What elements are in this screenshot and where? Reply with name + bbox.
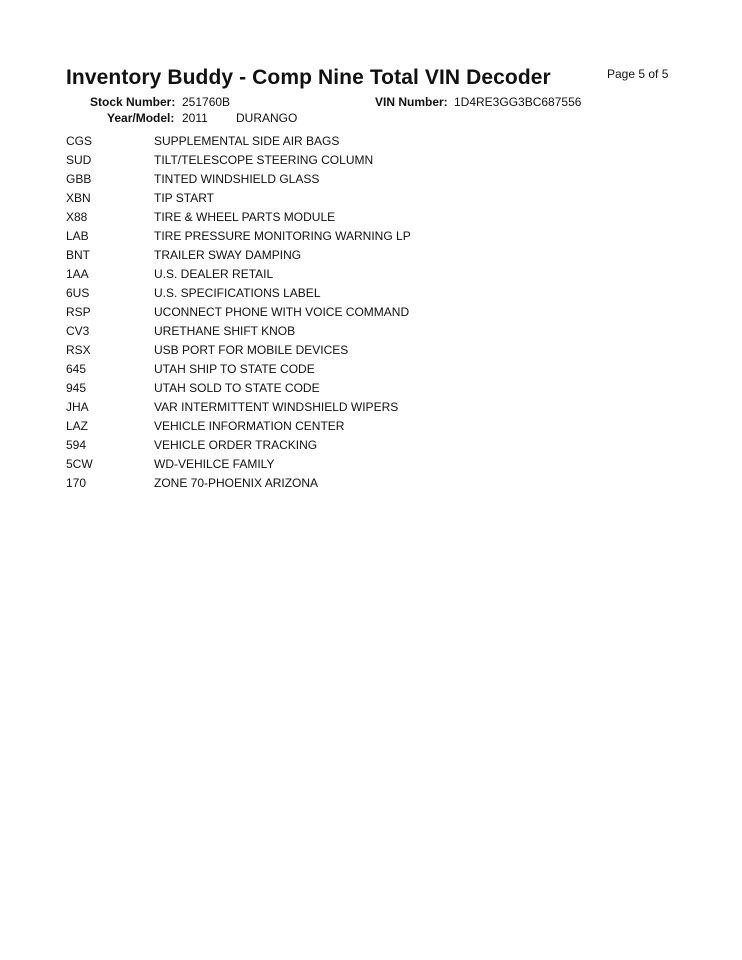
option-code: BNT: [66, 248, 90, 262]
option-code: JHA: [66, 400, 89, 414]
option-code: RSP: [66, 305, 91, 319]
option-description: VEHICLE INFORMATION CENTER: [154, 419, 345, 433]
option-code: 594: [66, 438, 87, 452]
option-code: XBN: [66, 191, 91, 205]
year-model-label: Year/Model:: [107, 111, 175, 125]
option-description: TIRE PRESSURE MONITORING WARNING LP: [154, 229, 411, 243]
option-code: 170: [66, 476, 87, 490]
option-code: CGS: [66, 134, 93, 148]
option-description: USB PORT FOR MOBILE DEVICES: [154, 343, 349, 357]
option-description: TIP START: [154, 191, 215, 205]
option-code: 645: [66, 362, 87, 376]
option-description: SUPPLEMENTAL SIDE AIR BAGS: [154, 134, 340, 148]
option-description: TRAILER SWAY DAMPING: [154, 248, 302, 262]
year-value: 2011: [182, 111, 208, 125]
vin-label: VIN Number:: [375, 95, 448, 109]
option-description: UTAH SHIP TO STATE CODE: [154, 362, 315, 376]
option-description: VEHICLE ORDER TRACKING: [154, 438, 318, 452]
option-code: 6US: [66, 286, 90, 300]
option-description: URETHANE SHIFT KNOB: [154, 324, 296, 338]
option-code: 1AA: [66, 267, 89, 281]
option-description: UTAH SOLD TO STATE CODE: [154, 381, 320, 395]
option-description: VAR INTERMITTENT WINDSHIELD WIPERS: [154, 400, 399, 414]
option-description: U.S. DEALER RETAIL: [154, 267, 274, 281]
page-number: Page 5 of 5: [607, 67, 669, 81]
vin-value: 1D4RE3GG3BC687556: [454, 95, 582, 109]
option-code: X88: [66, 210, 88, 224]
option-description: WD-VEHILCE FAMILY: [154, 457, 275, 471]
option-description: ZONE 70-PHOENIX ARIZONA: [154, 476, 319, 490]
option-code: GBB: [66, 172, 92, 186]
option-code: LAB: [66, 229, 89, 243]
option-code: 5CW: [66, 457, 93, 471]
stock-number-label: Stock Number:: [90, 95, 176, 109]
option-description: UCONNECT PHONE WITH VOICE COMMAND: [154, 305, 410, 319]
option-code: RSX: [66, 343, 91, 357]
option-description: TIRE & WHEEL PARTS MODULE: [154, 210, 336, 224]
page-title: Inventory Buddy - Comp Nine Total VIN Decoder: [66, 66, 551, 89]
option-description: TINTED WINDSHIELD GLASS: [154, 172, 320, 186]
option-code: SUD: [66, 153, 92, 167]
stock-number-value: 251760B: [182, 95, 231, 109]
option-code: CV3: [66, 324, 90, 338]
option-description: TILT/TELESCOPE STEERING COLUMN: [154, 153, 374, 167]
option-description: U.S. SPECIFICATIONS LABEL: [154, 286, 321, 300]
model-value: DURANGO: [236, 111, 298, 125]
option-code: LAZ: [66, 419, 89, 433]
option-code: 945: [66, 381, 87, 395]
